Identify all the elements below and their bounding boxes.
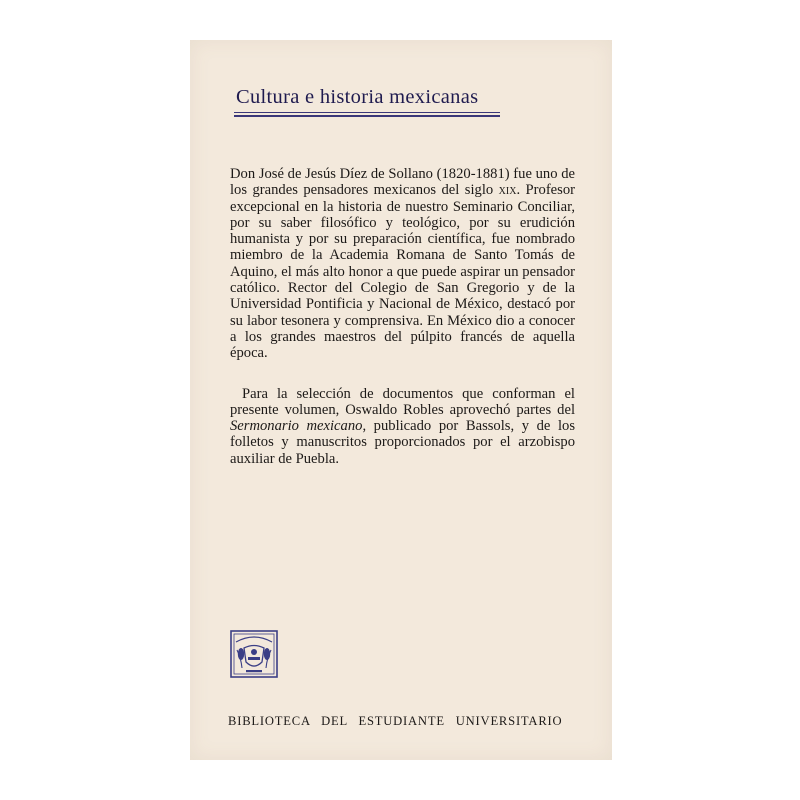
paragraph-biography xyxy=(230,166,575,362)
collection-name: BIBLIOTECA DEL ESTUDIANTE UNIVERSITARIO xyxy=(228,714,563,728)
selection-text-end: , publicado por Bassols, y de los folletos y manuscritos proporcionados por el arzobispo auxiliar de Puebla. xyxy=(230,418,575,467)
biography-text-end: . Profesor excepcional en la historia de nuestro Seminario Conciliar, por su saber filosófico y teológico, por su erudición humanista y por su preparación científica, fue nombrado miembro de la Academia Romana de Santo Tomás de Aquino, el más alto honor a que puede aspirar un pensador católico. Rector del Colegio de San Gregorio y de la Universidad Pontificia y Nacional de México, destacó por su labor tesonera y comprensiva. En México dio a conocer a los grandes maestros del púlpito francés de aquella época. xyxy=(230,182,575,362)
book-back-cover xyxy=(190,40,612,760)
paragraph-selection xyxy=(230,386,575,467)
century-numeral: xix xyxy=(498,182,517,199)
description-text xyxy=(230,166,575,467)
title-double-rule xyxy=(234,112,500,117)
unam-coat-of-arms-icon xyxy=(228,628,280,680)
biography-text-start: Don José de Jesús Díez de Sollano (1820-1881) fue uno de los grandes pensadores mexicanos del siglo xyxy=(230,166,575,199)
work-title: Sermonario mexicano xyxy=(230,418,363,435)
selection-text-start: Para la selección de documentos que conforman el presente volumen, Oswaldo Robles aprovechó partes del xyxy=(230,385,575,418)
series-title: Cultura e historia mexicanas xyxy=(236,86,479,108)
